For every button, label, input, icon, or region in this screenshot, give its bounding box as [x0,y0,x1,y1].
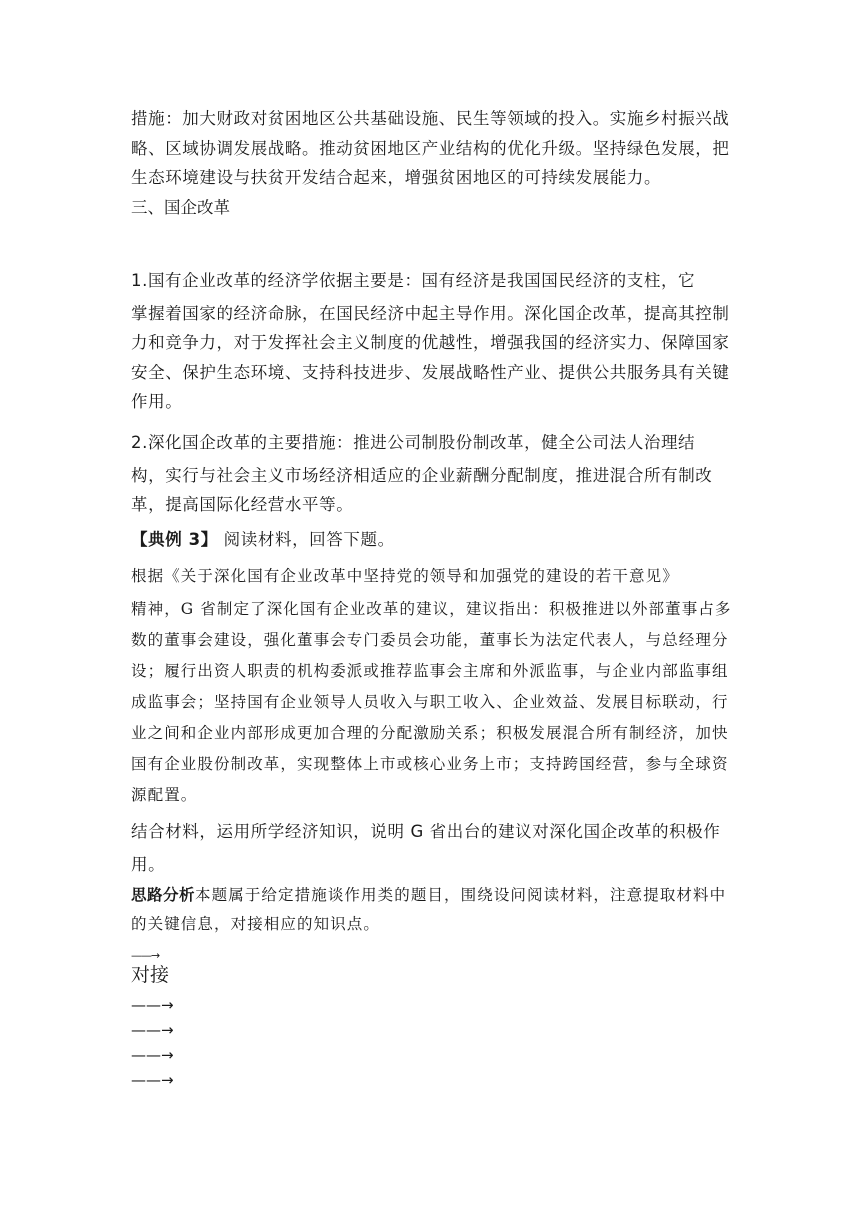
arrow-item-4: ——→ [131,1070,174,1089]
material-rest: 精神，G 省制定了深化国有企业改革的建议，建议指出：积极推进以外部董事占多数的董事会建设，强化董事会专门委员会功能，董事长为法定代表人，与总经理分设；履行出资人职责的机构委派或推荐监事会主席和外派监事，与企业内部监事组成监事会；坚持国有企业领导人员收入与职工收入、企业效益、发展目标联动，行业之间和企业内部形成更加合理的分配激励关系；积极发展混合所有制经济，加快国有企业股份制改革，实现整体上市或核心业务上市；支持跨国经营，参与全球资源配置。 [131,599,732,804]
arrow-item-2: ——→ [131,1020,174,1039]
duijie-block [131,950,732,1093]
arrow-item-1: ——→ [131,995,174,1014]
spacer [131,222,732,263]
analysis-text: 本题属于给定措施谈作用类的题目，围绕设问阅读材料，注意提取材料中的关键信息，对接相应的知识点。 [131,885,727,933]
arrow-item-3: ——→ [131,1045,174,1064]
analysis-paragraph [131,881,732,940]
duijie-overarrow: ——→ [131,948,160,962]
example-question: 结合材料，运用所学经济知识，说明 G 省出台的建议对深化国企改革的积极作用。 [131,821,721,874]
section-heading-soe-reform: 三、国企改革 [131,197,230,217]
example-instruction: 阅读材料，回答下题。 [217,529,395,549]
material-first-line: 根据《关于深化国有企业改革中坚持党的领导和加强党的建设的若干意见》 [131,566,679,585]
analysis-label: 思路分析 [131,885,196,904]
example-material [131,558,732,811]
example-header [131,522,732,558]
example-label: 【典例 3】 [131,529,218,549]
reform-basis-item [131,263,732,417]
reform-measures-first-line: 2.深化国企改革的主要措施：推进公司制股份制改革，健全公司法人治理结 [131,432,696,452]
reform-measures-rest: 构，实行与社会主义市场经济相适应的企业薪酬分配制度，推进混合所有制改革，提高国际化经营水平等。 [131,465,713,514]
reform-basis-first-line: 1.国有企业改革的经济学依据主要是：国有经济是我国国民经济的支柱，它 [131,270,696,290]
measures-paragraph: 措施：加大财政对贫困地区公共基础设施、民生等领域的投入。实施乡村振兴战略、区域协调发展战略。推动贫困地区产业结构的优化升级。坚持绿色发展，把生态环境建设与扶贫开发结合起来，增强贫困地区的可持续发展能力。 [131,109,730,187]
reform-measures-item [131,425,732,520]
reform-basis-rest: 掌握着国家的经济命脉，在国民经济中起主导作用。深化国企改革，提高其控制力和竞争力，对于发挥社会主义制度的优越性，增强我国的经济实力、保障国家安全、保护生态环境、支持科技进步、发展战略性产业、提供公共服务具有关键作用。 [131,303,730,411]
spacer [131,417,732,425]
duijie-label: 对接 [131,963,170,986]
arrow-list [131,993,732,1093]
